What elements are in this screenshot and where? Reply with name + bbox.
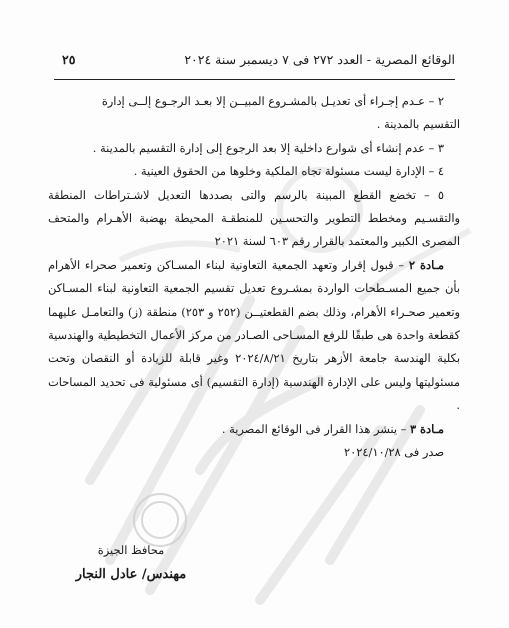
article-2 xyxy=(48,254,460,418)
article-3 xyxy=(48,418,460,441)
item-5: ٥ – تخضع القطع المبينة بالرسم والتى بصددها التعديل لاشـتراطات المنطقة والتقسـيم ومخطط التطوير والتحسـين للمنطقـة المحيطة بهضبة الأهـرام والمتحف المصرى الكبير والمعتمد بالقرار رقم ٦٠٣ لسنة ٢٠٢١ xyxy=(48,187,460,249)
article-2-label: مـادة ٢ xyxy=(408,257,444,272)
issue-date: صدر فى ٢٠٢٤/١٠/٢٨ xyxy=(344,445,444,460)
item-2-line-2: التقسيم بالمدينة . xyxy=(376,117,460,132)
item-4: ٤ – الإدارة ليست مسئولة تجاه الملكية وخلوها من الحقوق العينية . xyxy=(133,164,444,179)
document-body xyxy=(48,90,460,465)
item-2-line-1: ٢ – عـدم إجـراء أى تعديـل بالمشـروع المبيــن إلا بعـد الرجـوع إلــى إدارة xyxy=(101,94,444,108)
signatory-title: محافظ الجيزة xyxy=(97,543,165,557)
signature-block xyxy=(56,538,206,588)
article-3-label: مـادة ٣ xyxy=(409,421,444,436)
header-divider xyxy=(54,79,455,80)
page-header xyxy=(54,52,455,74)
header-title: الوقائع المصرية - العدد ٢٧٢ فى ٧ ديسمبر سنة ٢٠٢٤ xyxy=(184,52,455,67)
signatory-name: مهندس/ عادل النجار xyxy=(75,567,187,582)
article-3-text: – ينشر هذا القرار فى الوقائع المصرية . xyxy=(221,421,410,436)
item-3: ٣ – عدم إنشاء أى شوارع داخلية إلا بعد الرجوع إلى إدارة التقسيم بالمدينة . xyxy=(92,140,444,155)
article-2-text: – قبول إقرار وتعهد الجمعية التعاونية لبناء المسـاكن وتعمير صحراء الأهرام بأن جميع المسـطحات الواردة بمشـروع تعديل تقسيم الجمعية التعاونية لبناء المسـاكن وتعمير صحـراء الأهرام، وذلك بضم القطعتيــن (٢٥٢ و ٢٥٣) منطقة (ز) والتعامـل عليهما كقطعة واحدة هى طبقًا للرفع المسـاحى الصـادر من مركز الأعمال التخطيطية والهندسية بكلية الهندسة جامعة الأزهر بتاريخ ٢٠٢٤/٨/٢١ وغير قابلة للزيادة أو النقصان وتحت مسئوليتها وليس على الإدارة الهندسية (إدارة التقسيم) أى مسئولية فى تحديد المساحات . xyxy=(48,257,460,413)
page-number: ٢٥ xyxy=(62,52,76,67)
